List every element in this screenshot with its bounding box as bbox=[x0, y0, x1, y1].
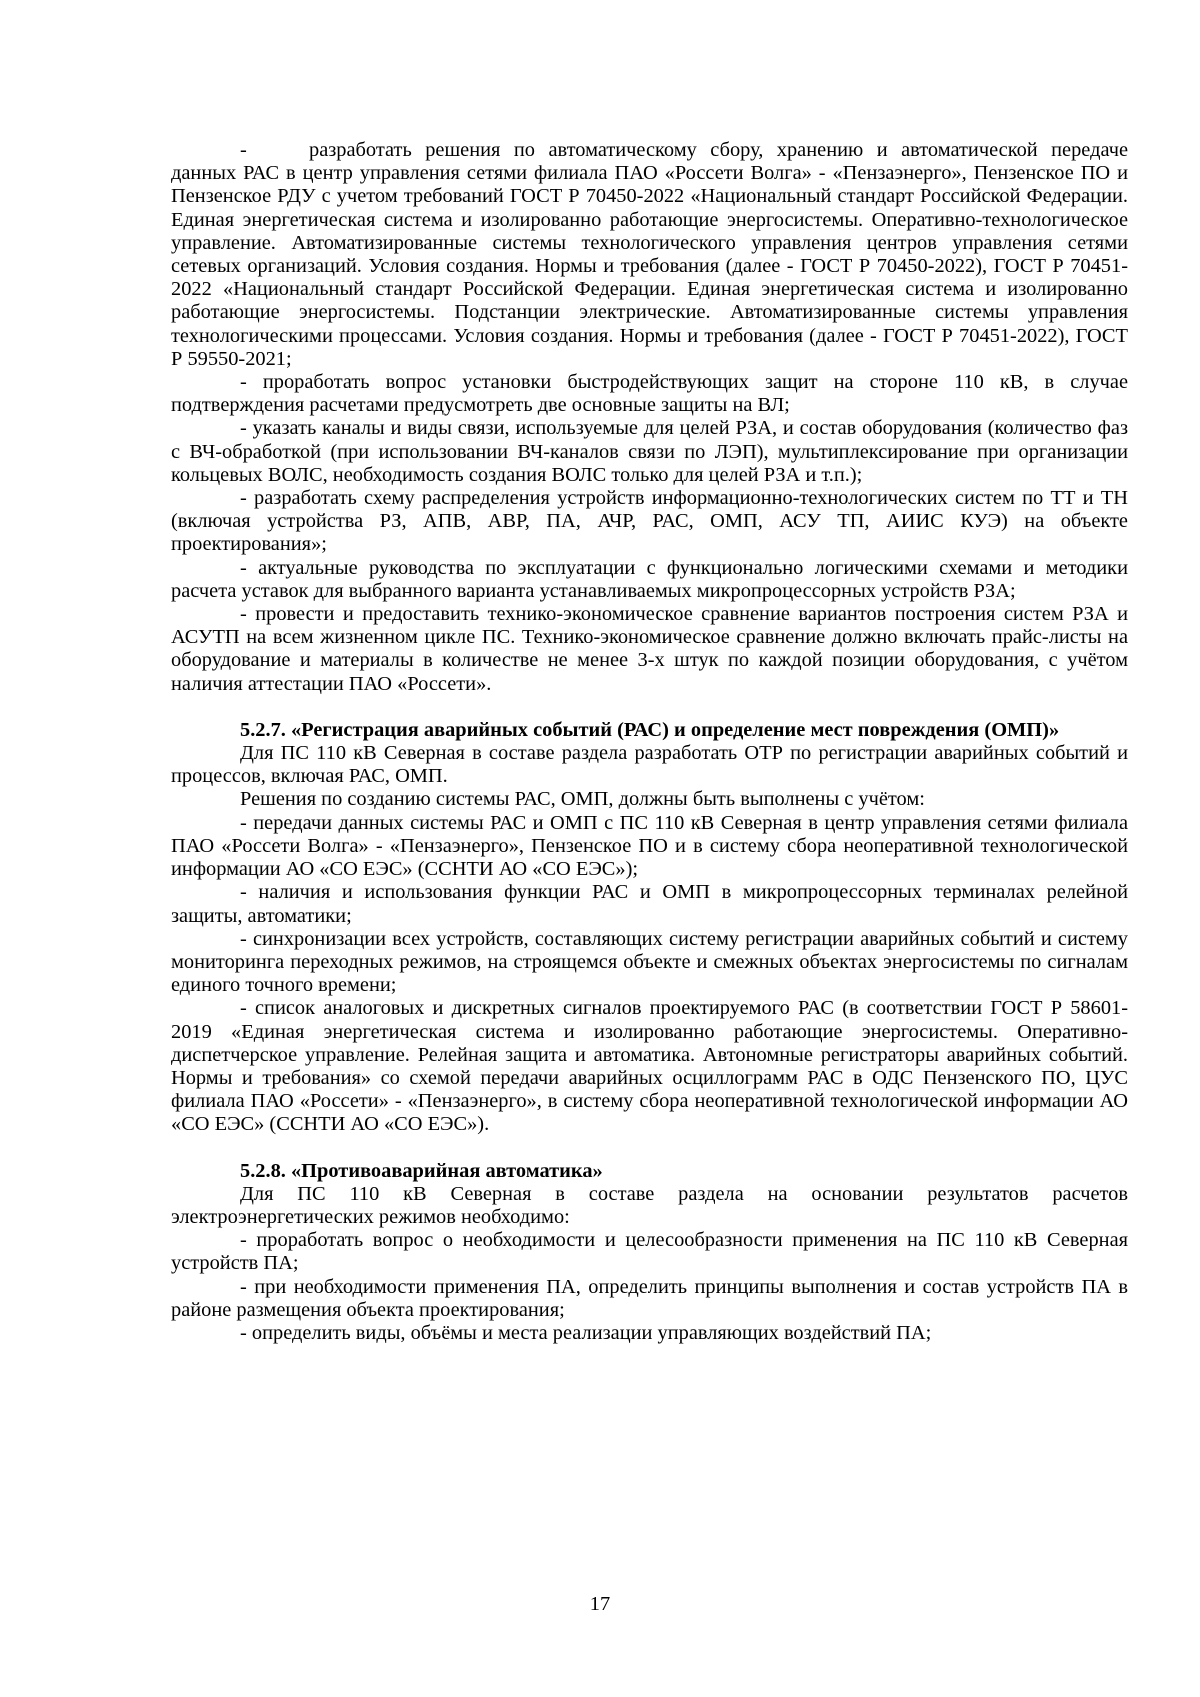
list-dash: - bbox=[240, 139, 247, 161]
paragraph-527-1: Для ПС 110 кВ Северная в составе раздела разработать ОТР по регистрации аварийных событий и процессов, включая РАС, ОМП. bbox=[171, 742, 1128, 788]
section-heading-5-2-8: 5.2.8. «Противоаварийная автоматика» bbox=[240, 1159, 603, 1182]
spacer bbox=[171, 1137, 1128, 1160]
paragraph-prev-2: - проработать вопрос установки быстродействующих защит на стороне 110 кВ, в случае подтверждения расчетами предусмотреть две основные защиты на ВЛ; bbox=[171, 371, 1128, 417]
paragraph-text: разработать решения по автоматическому сбору, хранению и автоматической передаче данных РАС в центр управления сетями филиала ПАО «Россети Волга» - «Пензаэнерго», Пензенское ПО и Пензенское РДУ с учетом требований ГОСТ Р 70450-2022 «Национальный стандарт Российской Федерации. Единая энергетическая система и изолированно работающие энергосистемы. Оперативно-технологическое управление. Автоматизированные системы технологического управления центров управления сетями сетевых организаций. Условия создания. Нормы и требования (далее - ГОСТ Р 70450-2022), ГОСТ Р 70451-2022 «Национальный стандарт Российской Федерации. Единая энергетическая система и изолированно работающие энергосистемы. Подстанции электрические. Автоматизированные системы управления технологическими процессами. Условия создания. Нормы и требования (далее - ГОСТ Р 70451-2022), ГОСТ Р 59550-2021; bbox=[171, 139, 1128, 370]
paragraph-prev-1 bbox=[171, 139, 1128, 371]
page-content bbox=[171, 139, 1128, 1345]
paragraph-528-4: - определить виды, объёмы и места реализации управляющих воздействий ПА; bbox=[240, 1321, 932, 1344]
page-number: 17 bbox=[589, 1593, 611, 1615]
paragraph-prev-6: - провести и предоставить технико-экономическое сравнение вариантов построения систем РЗА и АСУТП на всем жизненном цикле ПС. Технико-экономическое сравнение должно включать прайс-листы на оборудование и материалы в количестве не менее 3-х штук по каждой позиции оборудования, с учётом наличия аттестации ПАО «Россети». bbox=[171, 603, 1128, 695]
spacer bbox=[171, 696, 1128, 719]
paragraph-528-3: - при необходимости применения ПА, определить принципы выполнения и состав устройств ПА в районе размещения объекта проектирования; bbox=[171, 1275, 1128, 1321]
paragraph-528-2: - проработать вопрос о необходимости и целесообразности применения на ПС 110 кВ Северная устройств ПА; bbox=[171, 1229, 1128, 1275]
paragraph-527-6: - список аналоговых и дискретных сигналов проектируемого РАС (в соответствии ГОСТ Р 58601-2019 «Единая энергетическая система и изолированно работающие энергосистемы. Оперативно-диспетчерское управление. Релейная защита и автоматика. Автономные регистраторы аварийных событий. Нормы и требования» со схемой передачи аварийных осциллограмм РАС в ОДС Пензенского ПО, ЦУС филиала ПАО «Россети» - «Пензаэнерго», в систему сбора неоперативной технологической информации АО «СО ЕЭС» (ССНТИ АО «СО ЕЭС»). bbox=[171, 997, 1128, 1136]
paragraph-528-1: Для ПС 110 кВ Северная в составе раздела на основании результатов расчетов электроэнергетических режимов необходимо: bbox=[171, 1182, 1128, 1228]
paragraph-527-2: Решения по созданию системы РАС, ОМП, должны быть выполнены с учётом: bbox=[240, 788, 925, 811]
paragraph-527-4: - наличия и использования функции РАС и ОМП в микропроцессорных терминалах релейной защиты, автоматики; bbox=[171, 881, 1128, 927]
paragraph-prev-3: - указать каналы и виды связи, используемые для целей РЗА, и состав оборудования (количество фаз с ВЧ-обработкой (при использовании ВЧ-каналов связи по ЛЭП), мультиплексирование при организации кольцевых ВОЛС, необходимость создания ВОЛС только для целей РЗА и т.п.); bbox=[171, 417, 1128, 486]
section-heading-5-2-7: 5.2.7. «Регистрация аварийных событий (РАС) и определение мест повреждения (ОМП)» bbox=[240, 718, 1060, 741]
paragraph-prev-4: - разработать схему распределения устройств информационно-технологических систем по ТТ и ТН (включая устройства РЗ, АПВ, АВР, ПА, АЧР, РАС, ОМП, АСУ ТП, АИИС КУЭ) на объекте проектирования»; bbox=[171, 487, 1128, 556]
paragraph-527-5: - синхронизации всех устройств, составляющих систему регистрации аварийных событий и систему мониторинга переходных режимов, на строящемся объекте и смежных объектах энергосистемы по сигналам единого точного времени; bbox=[171, 927, 1128, 997]
paragraph-527-3: - передачи данных системы РАС и ОМП с ПС 110 кВ Северная в центр управления сетями филиала ПАО «Россети Волга» - «Пензаэнерго», Пензенское ПО и в систему сбора неоперативной технологической информации АО «СО ЕЭС» (ССНТИ АО «СО ЕЭС»); bbox=[171, 811, 1128, 881]
paragraph-prev-5: - актуальные руководства по эксплуатации с функционально логическими схемами и методики расчета уставок для выбранного варианта устанавливаемых микропроцессорных устройств РЗА; bbox=[171, 556, 1128, 602]
